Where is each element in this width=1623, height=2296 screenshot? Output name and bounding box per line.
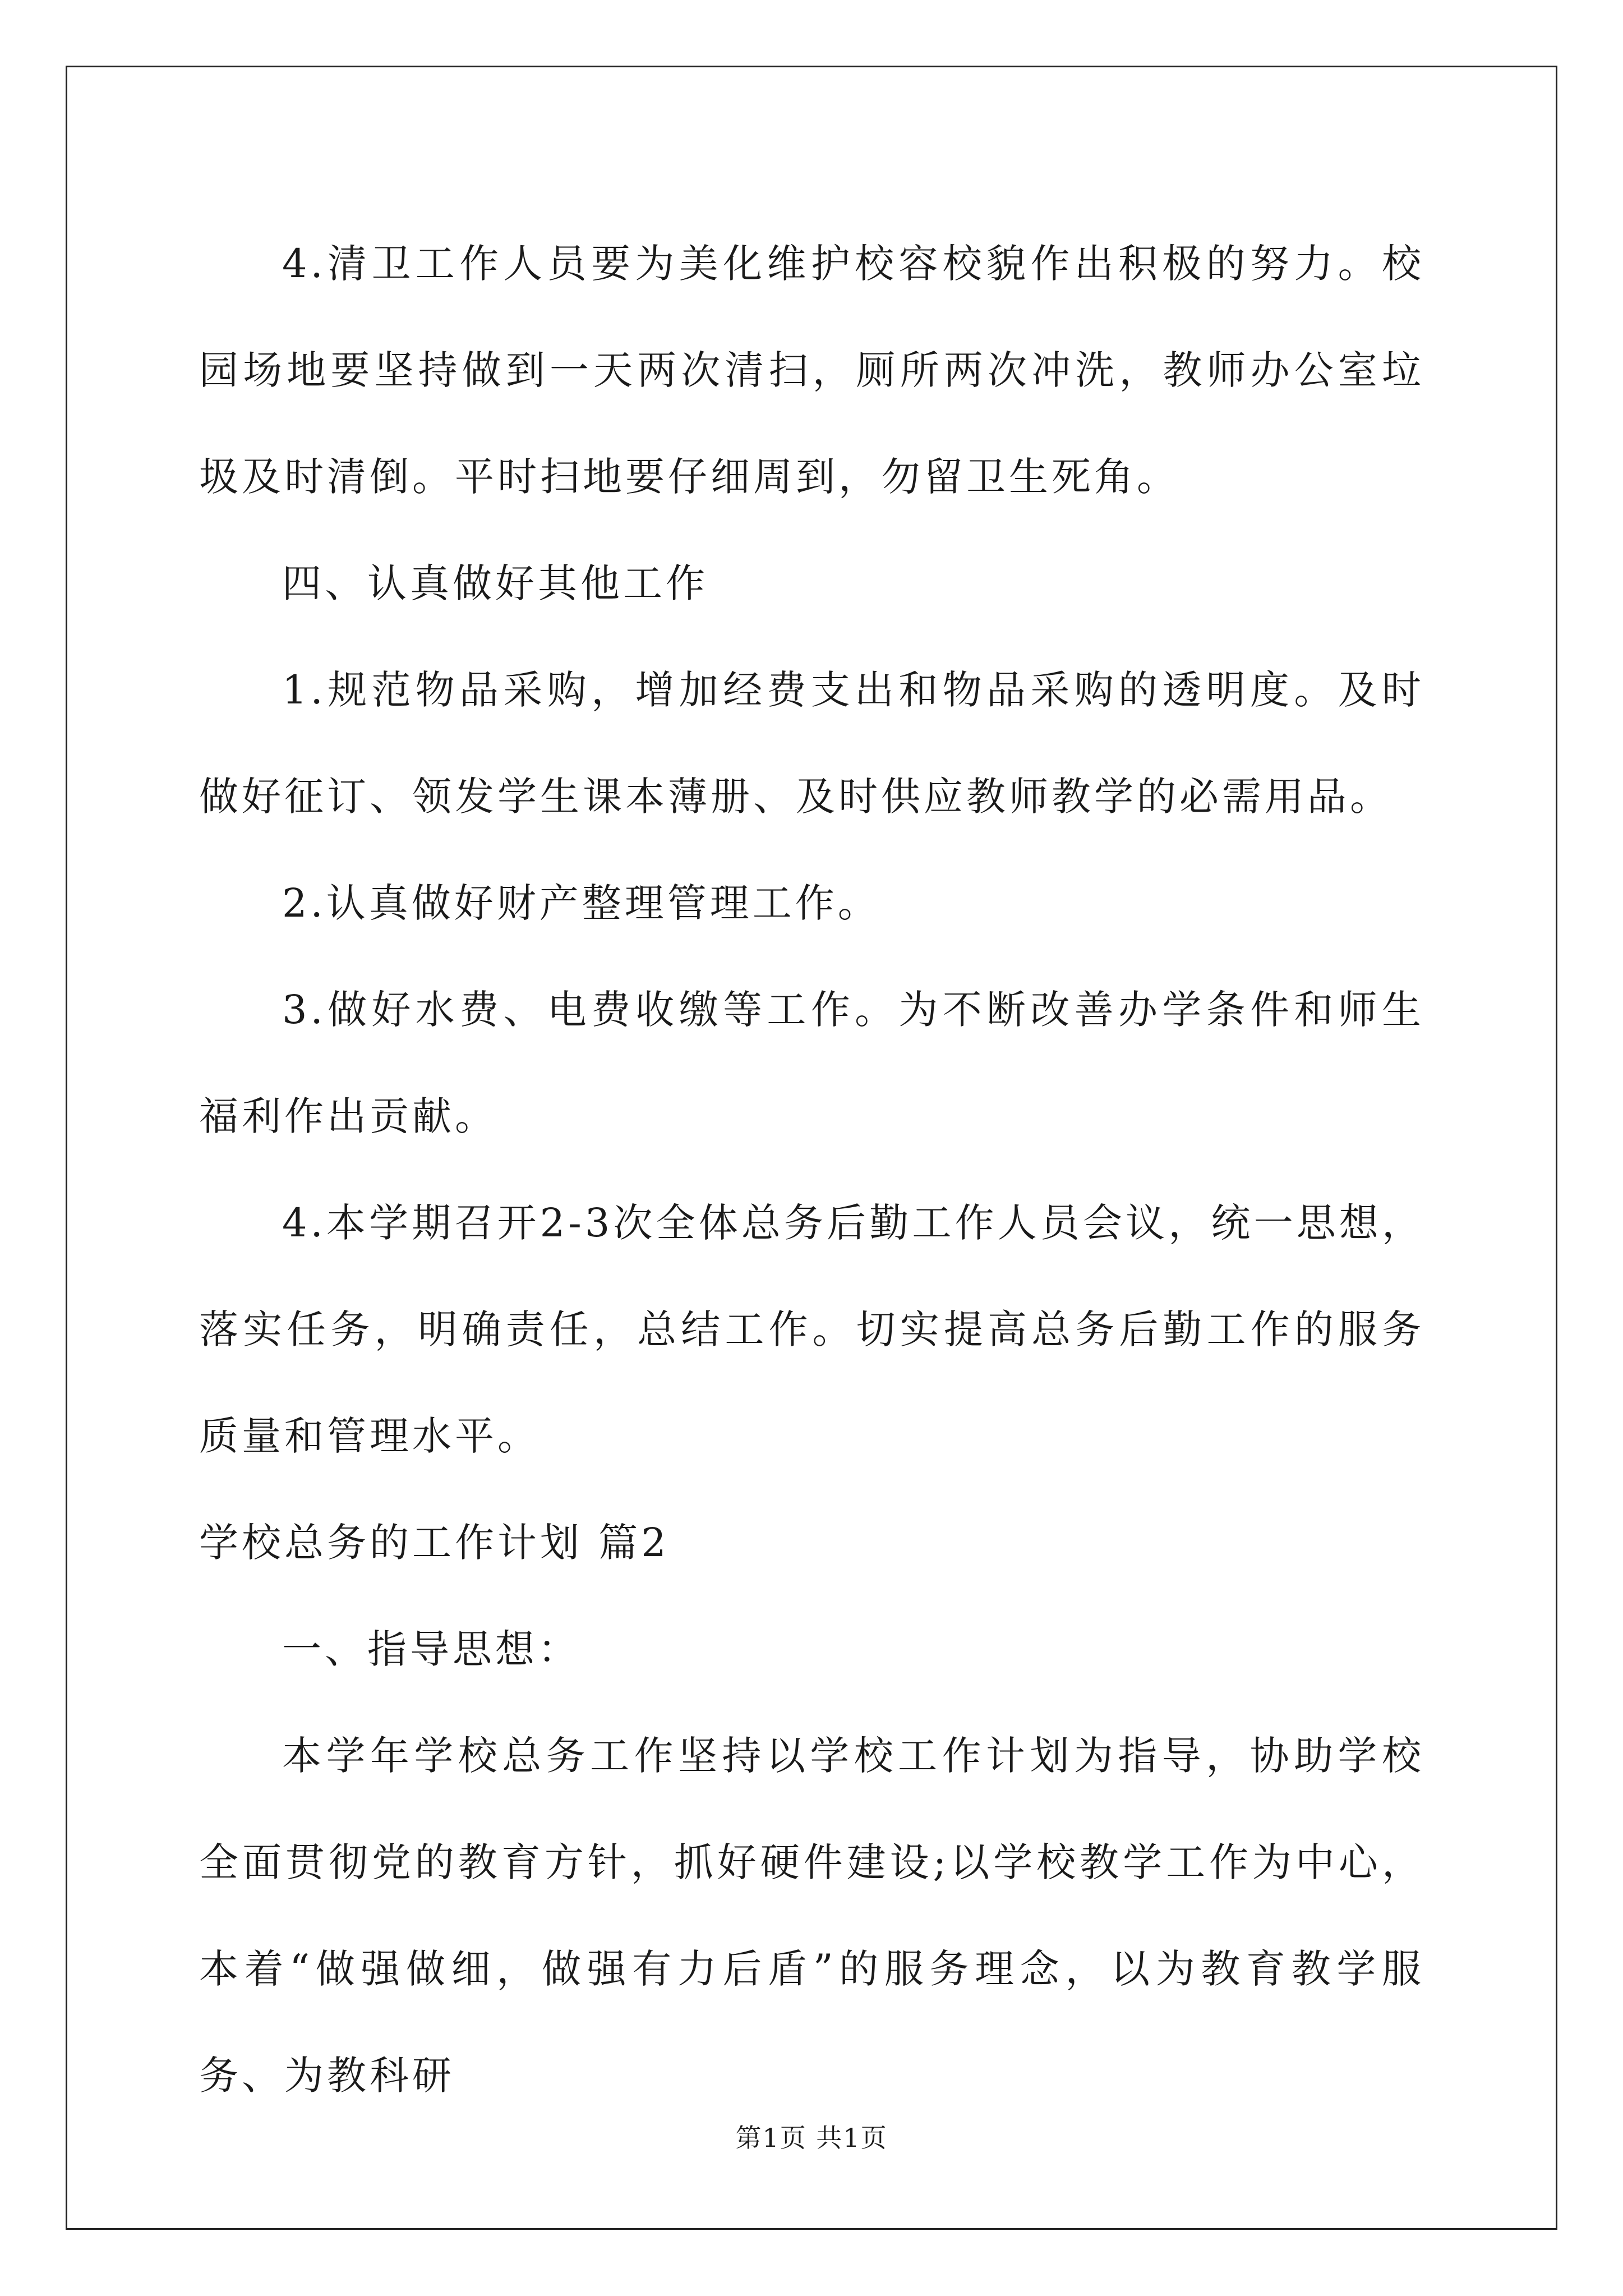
section-heading-guiding-ideology: 一、指导思想： [282,1626,580,1672]
document-body [199,210,1424,2129]
document-section-title: 学校总务的工作计划 篇2 [199,1520,670,1566]
page-number-footer: 第1页 共1页 [735,2123,888,2153]
paragraph-procurement: 1.规范物品采购，增加经费支出和物品采购的透明度。及时做好征订、领发学生课本薄册、及时供应教师教学的必需用品。 [199,667,1424,820]
paragraph-property-management: 2.认真做好财产整理管理工作。 [282,880,880,926]
paragraph-guiding-ideology: 本学年学校总务工作坚持以学校工作计划为指导，协助学校全面贯彻党的教育方针，抓好硬件建设;以学校教学工作为中心，本着“做强做细，做强有力后盾”的服务理念，以为教育教学服务、为教科研 [199,1733,1424,2099]
paragraph-staff-meetings: 4.本学期召开2-3次全体总务后勤工作人员会议，统一思想，落实任务，明确责任，总结工作。切实提高总务后勤工作的服务质量和管理水平。 [199,1200,1424,1459]
paragraph-cleaning-duty: 4.清卫工作人员要为美化维护校容校貌作出积极的努力。校园场地要坚持做到一天两次清扫，厕所两次冲洗，教师办公室垃圾及时清倒。平时扫地要仔细周到，勿留卫生死角。 [199,241,1424,500]
section-heading-other-work: 四、认真做好其他工作 [282,560,708,606]
paragraph-utility-fees: 3.做好水费、电费收缴等工作。为不断改善办学条件和师生福利作出贡献。 [199,987,1424,1139]
